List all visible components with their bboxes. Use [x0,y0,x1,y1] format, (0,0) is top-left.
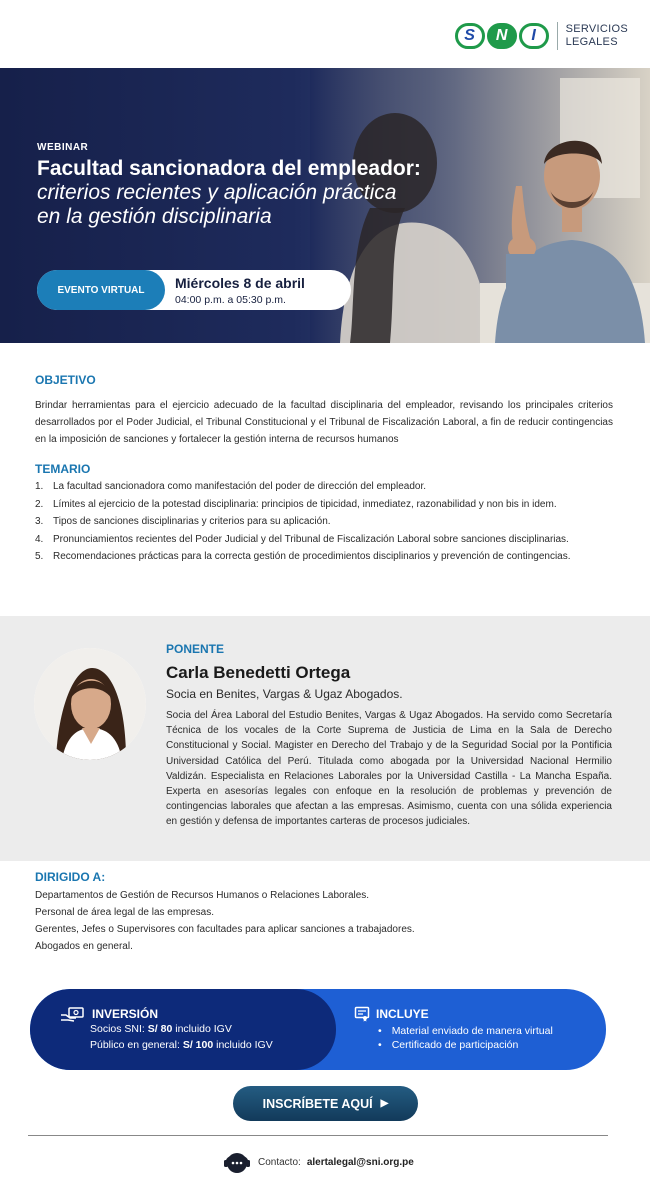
hero-subtitle-line2: en la gestión disciplinaria [37,205,272,228]
inversion-title [60,1006,158,1022]
dirigido-heading: DIRIGIDO A: [35,870,106,884]
dirigido-line: Departamentos de Gestión de Recursos Humanos o Relaciones Laborales. [35,890,370,901]
temario-list [35,481,621,563]
money-hand-icon [60,1006,86,1022]
logo-letter-i: I [519,23,549,49]
logo-text [566,23,628,49]
incluye-item: Material enviado de manera virtual [391,1025,553,1037]
hero-title: Facultad sancionadora del empleador: [37,157,421,180]
event-virtual-tag: EVENTO VIRTUAL [37,270,165,310]
dirigido-section [35,870,615,955]
hero-kicker: WEBINAR [37,142,89,153]
speaker-bio: Socia del Área Laboral del Estudio Benites, Vargas & Ugaz Abogados. Ha servido como Secretaría Técnica de los vocales de la Corte Suprema de Justicia de Lima en la Sala de Derecho Constitucional y Social. Magister en Derecho del Trabajo y de la Seguridad Social por la Pontificia Universidad Católica del Perú. Titulada como abogada por la Universidad Nacional Hermilio Valdizán. Especialista en Relaciones Laborales por la Universidad Castilla - La Mancha España. Experta en asesorías legales con enfoque en la resolución de problemas y prevención de contingencias laborales que afectan a las empresas. Asimismo, cuenta con una sólida experiencia en gestión y defensa de importantes carteras de procesos judiciales. [166,710,612,828]
headset-chat-icon [222,1147,252,1177]
pricing-box [30,989,606,1070]
list-item [35,499,621,511]
dirigido-line: Personal de área legal de las empresas. [35,907,214,918]
list-item [35,516,621,528]
logo-text-line2: LEGALES [565,36,618,48]
list-item-number: 2. [35,498,44,510]
publico-price: S/ 100 [182,1039,214,1051]
list-item [378,1038,553,1052]
bullet-icon: • [378,1025,382,1037]
hero-banner [0,68,650,343]
bullet-icon: • [378,1039,382,1051]
list-item-text: Pronunciamientos recientes del Poder Judicial y del Tribunal de Fiscalización Laboral sobre sanciones disciplinarias. [53,533,569,545]
incluye-item: Certificado de participación [391,1039,519,1051]
event-date: Miércoles 8 de abril [175,275,305,291]
incluye-heading: INCLUYE [376,1007,429,1021]
logo-divider [557,22,558,50]
list-item [35,481,621,493]
hero-text [37,142,421,229]
list-item-number: 4. [35,533,44,545]
socios-note: incluido IGV [175,1023,232,1035]
list-item [378,1024,553,1038]
contact [222,1147,414,1177]
list-item-text: Tipos de sanciones disciplinarias y criterios para su aplicación. [53,516,331,527]
inversion-panel [30,989,336,1070]
sni-logo[interactable] [455,22,628,50]
dirigido-line: Gerentes, Jefes o Supervisores con facultades para aplicar sanciones a trabajadores. [35,924,415,935]
speaker-avatar [34,648,146,760]
list-item [35,551,621,563]
register-button-label: INSCRÍBETE AQUÍ [262,1096,373,1111]
event-time: 04:00 p.m. a 05:30 p.m. [175,294,286,306]
list-item-number: 1. [35,481,44,492]
certificate-icon [354,1006,370,1022]
socios-price: S/ 80 [147,1023,173,1035]
publico-note: incluido IGV [216,1039,273,1051]
incluye-list [378,1024,553,1052]
logo-letter-s: S [455,23,485,49]
list-item-text: La facultad sancionadora como manifestación del poder de dirección del empleador. [53,481,427,492]
list-item-text: Límites al ejercicio de la potestad disciplinaria: principios de tipicidad, inmediatez, razonabilidad y non bis in idem. [53,498,557,510]
contact-label: Contacto: [258,1156,301,1168]
inversion-heading: INVERSIÓN [92,1007,159,1021]
objetivo-heading: OBJETIVO [35,373,96,387]
temario-section [35,462,621,569]
register-button[interactable] [233,1086,418,1121]
list-item-number: 3. [35,516,44,527]
speaker-info [166,642,612,830]
speaker-name: Carla Benedetti Ortega [166,663,351,682]
dirigido-line: Abogados en general. [35,941,133,952]
publico-price-line [90,1039,273,1051]
speaker-section [0,616,650,861]
speaker-label: PONENTE [166,642,225,656]
logo-letter-n: N [487,23,517,49]
publico-label: Público en general: [90,1039,180,1051]
event-pill [37,270,351,310]
temario-heading: TEMARIO [35,462,91,476]
incluye-title [354,1006,429,1022]
logo-badges [455,23,549,49]
socios-price-line [90,1023,232,1035]
socios-label: Socios SNI: [90,1023,145,1035]
divider [28,1135,608,1136]
contact-email[interactable]: alertalegal@sni.org.pe [306,1156,414,1168]
objetivo-text: Brindar herramientas para el ejercicio adecuado de la facultad disciplinaria del empleador, revisando los principales criterios desarrollados por el Poder Judicial, el Tribunal Constitucional y el Tribunal de Fiscalización Laboral, a fin de reducir contingencias en la imposición de sanciones y fortalecer la gestión interna de recursos humanos [35,400,613,445]
header [0,0,650,68]
list-item-number: 5. [35,551,44,562]
speaker-photo [34,648,146,760]
logo-text-line1: SERVICIOS [565,23,628,35]
hero-subtitle-line1: criterios recientes y aplicación práctica [37,181,397,204]
speaker-role: Socia en Benites, Vargas & Ugaz Abogados. [166,687,403,701]
objetivo-section [35,373,613,448]
list-item [35,534,621,546]
play-arrow-icon: ▶ [380,1098,389,1109]
list-item-text: Recomendaciones prácticas para la correcta gestión de procedimientos disciplinarios y prevención de contingencias. [53,551,571,562]
